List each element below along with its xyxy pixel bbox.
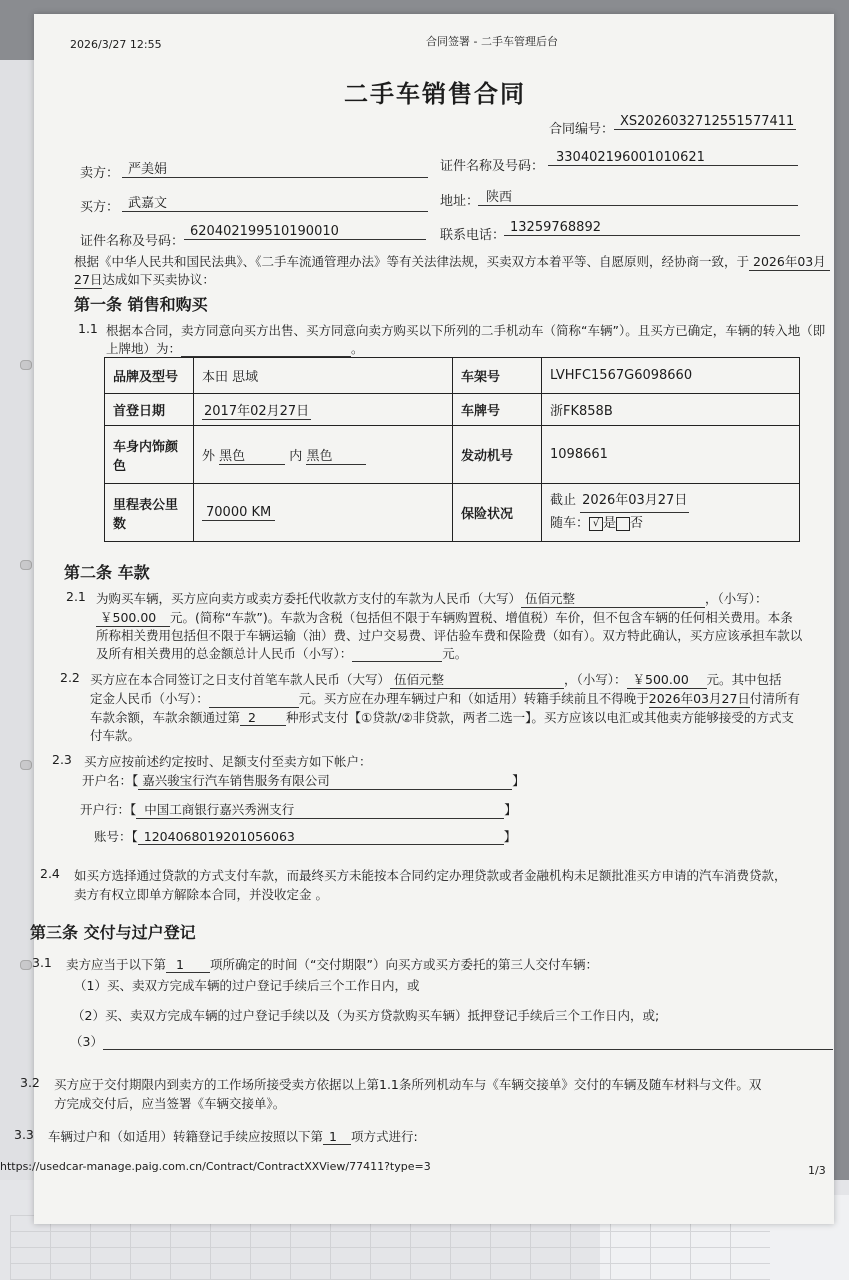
account-number: 1204068019201056063: [138, 829, 504, 845]
buyer-name: 武嘉文: [122, 192, 428, 212]
table-value-insurance: [542, 484, 800, 542]
clause-2-1-text-a: 为购买车辆，买方应向卖方或卖方委托代收款方支付的车款为人民币（大写）: [96, 591, 522, 606]
delivery-option-3-blank: [103, 1035, 833, 1050]
buyer-label: 买方：: [80, 200, 120, 215]
intro-date-b: 27日: [74, 272, 103, 287]
no-label: 否: [630, 516, 644, 531]
clause-2-1-small-label: ，（小写）：: [705, 591, 768, 606]
bank-label: 开户行：【: [80, 802, 137, 817]
mileage-label-line1: 里程表公里: [113, 497, 179, 513]
clause-2-2-line2: [90, 689, 800, 708]
table-label-plate: 车牌号: [453, 394, 542, 426]
clause-3-3-text-a: 车辆过户和（如适用）转籍登记手续应按照以下第: [48, 1129, 324, 1144]
table-label-engine: 发动机号: [453, 426, 542, 484]
account-no-label: 账号：【: [94, 829, 138, 844]
insurance-prefix: 截止: [550, 493, 577, 508]
table-value-reg-date: [194, 394, 453, 426]
clause-2-3-text: 买方应按前述约定按时、足额支付至卖方如下帐户：: [84, 754, 372, 769]
delivery-option: 1: [166, 957, 210, 973]
page-title: 二手车销售合同: [344, 80, 526, 108]
delivery-option-3-label: （3）: [70, 1034, 103, 1049]
clause-3-3-number: 3.3: [14, 1127, 34, 1142]
clause-1-1-text-2: [106, 339, 364, 357]
clause-3-1-text-b: 项所确定的时间（“交付期限”）向买方或买方委托的第三人交付车辆：: [210, 957, 598, 972]
deposit-label: 定金人民币（小写）：: [90, 691, 209, 706]
interior-color: 黑色: [306, 445, 366, 465]
clause-2-2-line4: 付车款。: [90, 728, 141, 743]
color-label-line1: 车身内饰颜: [113, 439, 179, 455]
delivery-option-2: （2）买、卖双方完成车辆的过户登记手续以及（为买方贷款购买车辆）抵押登记手续后三个工作日内，或;: [72, 1008, 660, 1023]
article-1-heading: 第一条 销售和购买: [74, 295, 208, 314]
clause-3-2-line1: 买方应于交付期限内到卖方的工作场所接受卖方依据以上第1.1条所列机动车与《车辆交接单》交付的车辆及随车材料与文件。双: [54, 1077, 762, 1092]
table-label-vin: 车架号: [453, 358, 542, 394]
destination-blank: [181, 342, 351, 357]
clause-3-1-text-a: 卖方应当于以下第: [66, 957, 167, 972]
intro-line1: 根据《中华人民共和国民法典》、《二手车流通管理办法》等有关法律法规，买卖双方本着平等、自愿原则，经协商一致，于: [74, 254, 750, 269]
table-value-brand: 本田 思域: [194, 358, 453, 394]
footer-url: https://usedcar-manage.paig.com.cn/Contract/ContractXXView/77411?type=3: [0, 1160, 431, 1173]
bracket-end: 】: [512, 773, 525, 788]
account-name: 嘉兴骏宝行汽车销售服务有限公司: [138, 771, 512, 790]
table-label-brand: 品牌及型号: [105, 358, 194, 394]
with-car-label: 随车：: [550, 516, 590, 531]
table-label-mileage: [105, 484, 194, 542]
contract-no-label: 合同编号：: [549, 122, 615, 137]
buyer-id-label: 证件名称及号码：: [80, 234, 185, 249]
transfer-option: 1: [323, 1129, 351, 1145]
binder-ring: [20, 960, 32, 970]
reg-date-value: 2017年02月27日: [202, 400, 311, 420]
price-amount-chinese: 伍佰元整: [521, 589, 705, 608]
intro-text: [74, 252, 830, 271]
intro-line2: [74, 270, 215, 289]
binder-ring: [20, 560, 32, 570]
seller-name: 严美娟: [122, 158, 428, 178]
mileage-label-line2: 数: [113, 516, 127, 532]
balance-deadline: 2026年03月27日: [648, 691, 750, 706]
clause-3-1-number: 3.1: [32, 955, 52, 970]
clause-3-3-line1: [48, 1127, 418, 1145]
account-name-label: 开户名：【: [82, 773, 139, 788]
clause-3-1-line1: [66, 955, 598, 973]
print-timestamp: 2026/3/27 12:55: [70, 38, 162, 51]
table-label-insurance: 保险状况: [453, 484, 542, 542]
clause-2-2-small-label: ，（小写）：: [564, 672, 627, 687]
article-3-heading: 第三条 交付与过户登记: [30, 923, 196, 942]
bracket-end: 】: [503, 829, 517, 844]
clause-2-2-text-a: 买方应在本合同签订之日支付首笔车款人民币（大写）: [90, 672, 391, 687]
vehicle-info-table: [104, 357, 800, 542]
clause-2-1-text-b: 元。(简称“车款”)。车款为含税（包括但不限于车辆购置税、增值税）车价，但不包含车辆的任何相关费用。本条: [170, 610, 793, 625]
clause-3-2-line2: 方完成交付后，应当签署《车辆交接单》。: [54, 1096, 286, 1111]
clause-1-1-end: 。: [351, 341, 364, 356]
contract-page: [0, 14, 834, 1224]
mileage-unit: KM: [251, 504, 272, 520]
clause-2-2-text-b2: 元。买方应在办理车辆过户和（如适用）转籍手续前且不得晚于: [298, 691, 649, 706]
payment-method: 2: [240, 710, 286, 726]
mileage-value: 70000: [206, 504, 248, 520]
table-label-color: [105, 426, 194, 484]
clause-2-4-line2: 卖方有权立即单方解除本合同，并没收定金 。: [74, 887, 328, 902]
buyer-address: 陕西: [478, 186, 798, 206]
clause-2-2-text-c1: 车款余额，车款余额通过第: [90, 710, 241, 725]
binder-ring: [20, 760, 32, 770]
insurance-date: 2026年03月27日: [580, 490, 689, 513]
checkbox-yes: √: [589, 517, 603, 531]
bank-name: 中国工商银行嘉兴秀洲支行: [136, 800, 504, 819]
table-value-engine: 1098661: [542, 426, 800, 484]
article-2-heading: 第二条 车款: [64, 563, 150, 582]
phone-value: 13259768892: [504, 220, 800, 236]
total-amount-blank: [352, 647, 442, 662]
clause-2-1-line1: [96, 589, 768, 608]
contract-no-value: XS20260327125515774​11: [614, 114, 796, 130]
seller-id-label: 证件名称及号码：: [440, 159, 545, 174]
clause-2-4-line1: 如买方选择通过贷款的方式支付车款，而最终买方未能按本合同约定办理贷款或者金融机构未足额批准买方申请的汽车消费贷款，: [74, 868, 787, 883]
clause-2-1-line3: 所称相关费用包括但不限于车辆运输（油）费、过户交易费、评估验车费和保险费（如有）。双方特此确认，买方应该承担车款以: [96, 628, 803, 643]
bracket-end: 】: [504, 802, 517, 817]
interior-label: 内: [289, 448, 303, 464]
clause-2-3-number: 2.3: [52, 752, 72, 767]
clause-2-1-line2: [96, 608, 793, 627]
clause-2-1-number: 2.1: [66, 589, 86, 604]
exterior-label: 外: [202, 448, 216, 464]
seller-id-value: 330402196001010621: [548, 150, 798, 166]
account-name-row: [82, 771, 525, 790]
clause-2-1-line4: [96, 644, 467, 662]
yes-label: 是: [603, 516, 617, 531]
clause-2-2-line1: [90, 670, 782, 689]
print-site-title: 合同签署 - 二手车管理后台: [426, 35, 558, 48]
clause-2-2-text-c2: 种形式支付【①贷款/②非贷款，两者二选一】。买方应该以电汇或其他卖方能够接受的方式支: [286, 710, 794, 725]
clause-2-1-text-d: 及所有相关费用的总金额总计人民币（小写）：: [96, 646, 353, 661]
clause-1-1-number: 1.1: [78, 321, 98, 336]
first-payment-chinese: 伍佰元整: [390, 670, 564, 689]
table-label-reg-date: 首登日期: [105, 394, 194, 426]
clause-3-2-number: 3.2: [20, 1075, 40, 1090]
account-no-row: [94, 827, 516, 845]
table-value-plate: 浙FK858B: [542, 394, 800, 426]
clause-2-2-line3: [90, 708, 794, 726]
deposit-blank: [209, 693, 299, 708]
clause-3-3-text-b: 项方式进行:: [351, 1129, 418, 1144]
bank-row: [80, 800, 517, 819]
seller-label: 卖方：: [80, 166, 120, 181]
footer-page-number: 1/3: [808, 1164, 826, 1177]
buyer-id-value: 620402199510190010: [184, 224, 426, 240]
intro-line2-text: 达成如下买卖协议：: [102, 272, 215, 287]
table-value-color: [194, 426, 453, 484]
first-payment-amount: ￥500.00: [627, 670, 707, 689]
clause-1-1-text: 根据本合同，卖方同意向买方出售、买方同意向卖方购买以下所列的二手机动车（简称“车辆”）。且买方已确定，车辆的转入地（即: [106, 323, 826, 338]
table-value-vin: LVHFC1567G6098660: [542, 358, 800, 394]
underlying-table-grid: [10, 1215, 770, 1280]
price-amount: ￥500.00: [96, 608, 170, 627]
table-value-mileage: [194, 484, 453, 542]
checkbox-no: [616, 517, 630, 531]
clause-2-2-text-b3: 付清所有: [749, 691, 800, 706]
delivery-option-3: [70, 1032, 833, 1050]
clause-2-2-text-a-end: 元。其中包括: [706, 672, 782, 687]
exterior-color: 黑色: [219, 445, 285, 465]
binder-ring: [20, 360, 32, 370]
clause-2-1-end: 元。: [442, 646, 468, 661]
buyer-address-label: 地址：: [440, 194, 480, 209]
phone-label: 联系电话：: [440, 228, 506, 243]
clause-1-1-destination-label: 上牌地）为：: [106, 341, 182, 356]
clause-2-2-number: 2.2: [60, 670, 80, 685]
intro-date-a: 2026年03月: [749, 252, 830, 271]
color-label-line2: 色: [113, 458, 127, 474]
clause-2-4-number: 2.4: [40, 866, 60, 881]
delivery-option-1: （1）买、卖双方完成车辆的过户登记手续后三个工作日内，或: [74, 978, 420, 993]
